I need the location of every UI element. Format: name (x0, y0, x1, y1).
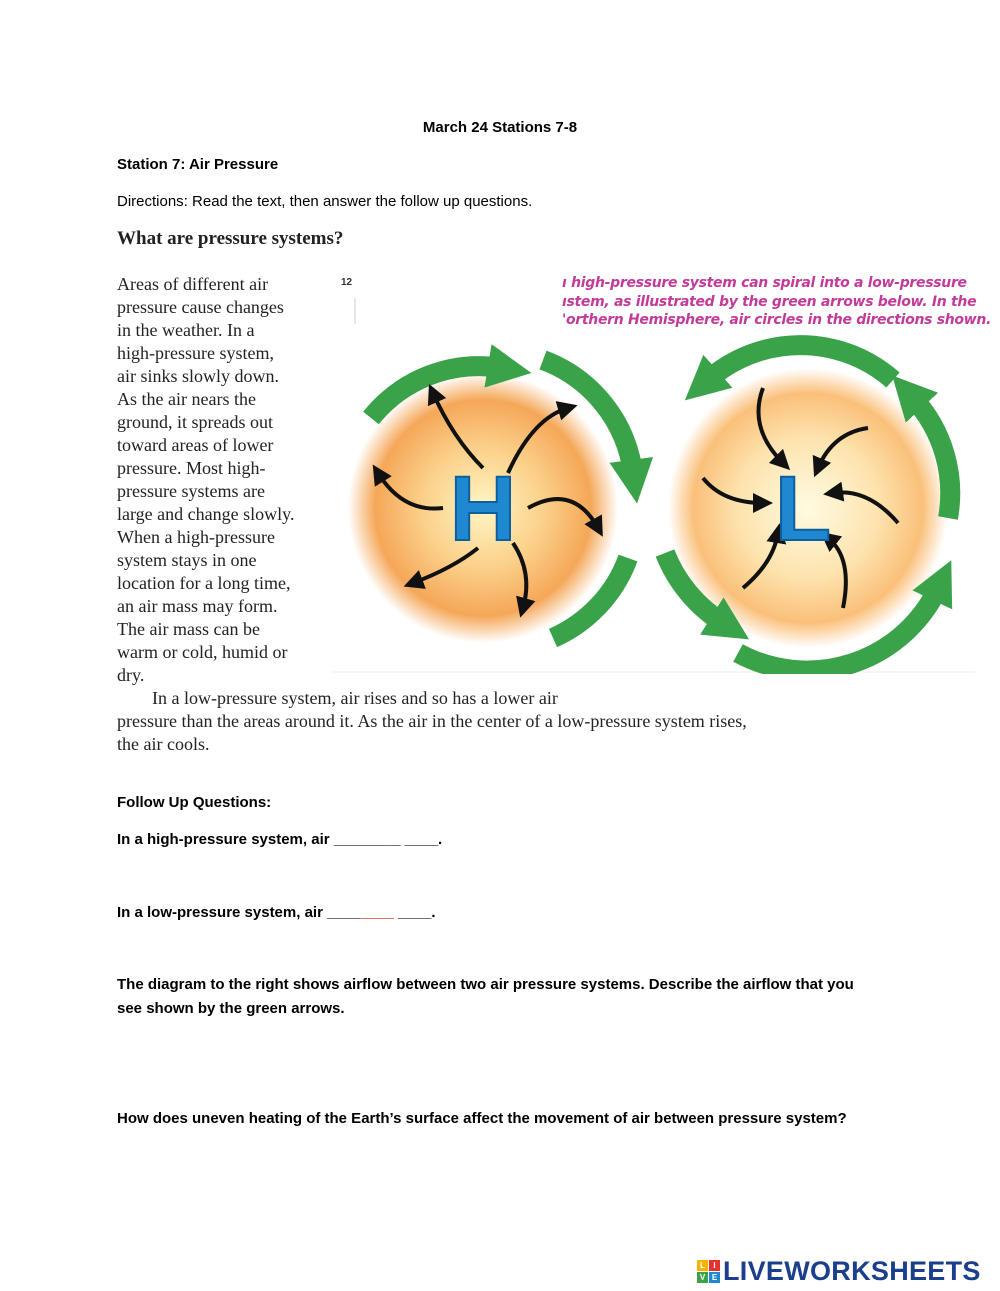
text-line: warm or cold, humid or (117, 642, 288, 662)
text-line: In a low-pressure system, air rises and so has a lower air (152, 688, 558, 708)
question-text: In a high-pressure system, air (117, 831, 330, 848)
follow-up-header: Follow Up Questions: (117, 794, 272, 811)
figure-number: 12 (341, 277, 353, 288)
section-heading: What are pressure systems? (117, 228, 344, 249)
text-line: an air mass may form. (117, 596, 278, 616)
text-line: As the air nears the (117, 389, 256, 409)
text-line: The air mass can be (117, 619, 260, 639)
blank-part: ____ (327, 904, 361, 921)
logo-block: L (697, 1260, 708, 1271)
document-title: March 24 Stations 7-8 (422, 119, 578, 136)
figure-caption (562, 274, 992, 330)
logo-blocks-icon (697, 1260, 720, 1283)
question-uneven-heating: How does uneven heating of the Earth’s surface affect the movement of air between pressure system? (117, 1110, 847, 1127)
text-line: the air cools. (117, 734, 210, 754)
caption-line: ıstem, as illustrated by the green arrows below. In the (562, 293, 977, 310)
text-line: dry. (117, 665, 145, 685)
text-line: air sinks slowly down. (117, 366, 279, 386)
text-line: pressure cause changes (117, 297, 284, 317)
text-line: large and change slowly. (117, 504, 295, 524)
answer-blank[interactable]: ________ (333, 831, 401, 848)
text-line: pressure systems are (117, 481, 265, 501)
text-line: location for a long time, (117, 573, 291, 593)
text-line: toward areas of lower (117, 435, 274, 455)
logo-block: V (697, 1272, 708, 1283)
directions-text: Directions: Read the text, then answer the follow up questions. (117, 193, 533, 210)
blank-part-red: ____ (360, 904, 394, 921)
text-line: pressure. Most high- (117, 458, 266, 478)
caption-line: 'orthern Hemisphere, air circles in the directions shown. (562, 312, 992, 328)
logo-block: I (709, 1260, 720, 1271)
answer-blank[interactable] (327, 904, 394, 921)
logo-block: E (709, 1272, 720, 1283)
text-line: Areas of different air (117, 274, 269, 294)
question-text: In a low-pressure system, air (117, 904, 323, 921)
high-pressure-label: H (449, 458, 517, 560)
intro-paragraph (117, 273, 332, 687)
logo-text: LIVEWORKSHEETS (723, 1255, 981, 1286)
text-line: high-pressure system, (117, 343, 274, 363)
text-line: pressure than the areas around it. As the air in the center of a low-pressure system rises, (117, 711, 747, 731)
text-line: in the weather. In a (117, 320, 255, 340)
question-high-pressure (117, 828, 442, 852)
liveworksheets-logo (697, 1255, 981, 1287)
low-pressure-paragraph (117, 687, 877, 756)
answer-blank[interactable]: ____. (398, 904, 436, 921)
text-line: ground, it spreads out (117, 412, 273, 432)
low-pressure-label: L (774, 458, 832, 560)
text-line: system stays in one (117, 550, 257, 570)
station-heading: Station 7: Air Pressure (117, 156, 279, 173)
question-diagram-airflow: The diagram to the right shows airflow between two air pressure systems. Describe the airflow that you see shown by the green arrows. (117, 976, 854, 1017)
answer-blank[interactable]: ____. (404, 831, 443, 848)
caption-line: ı high-pressure system can spiral into a low-pressure (562, 275, 967, 291)
text-line: When a high-pressure (117, 527, 275, 547)
question-low-pressure (117, 901, 436, 925)
